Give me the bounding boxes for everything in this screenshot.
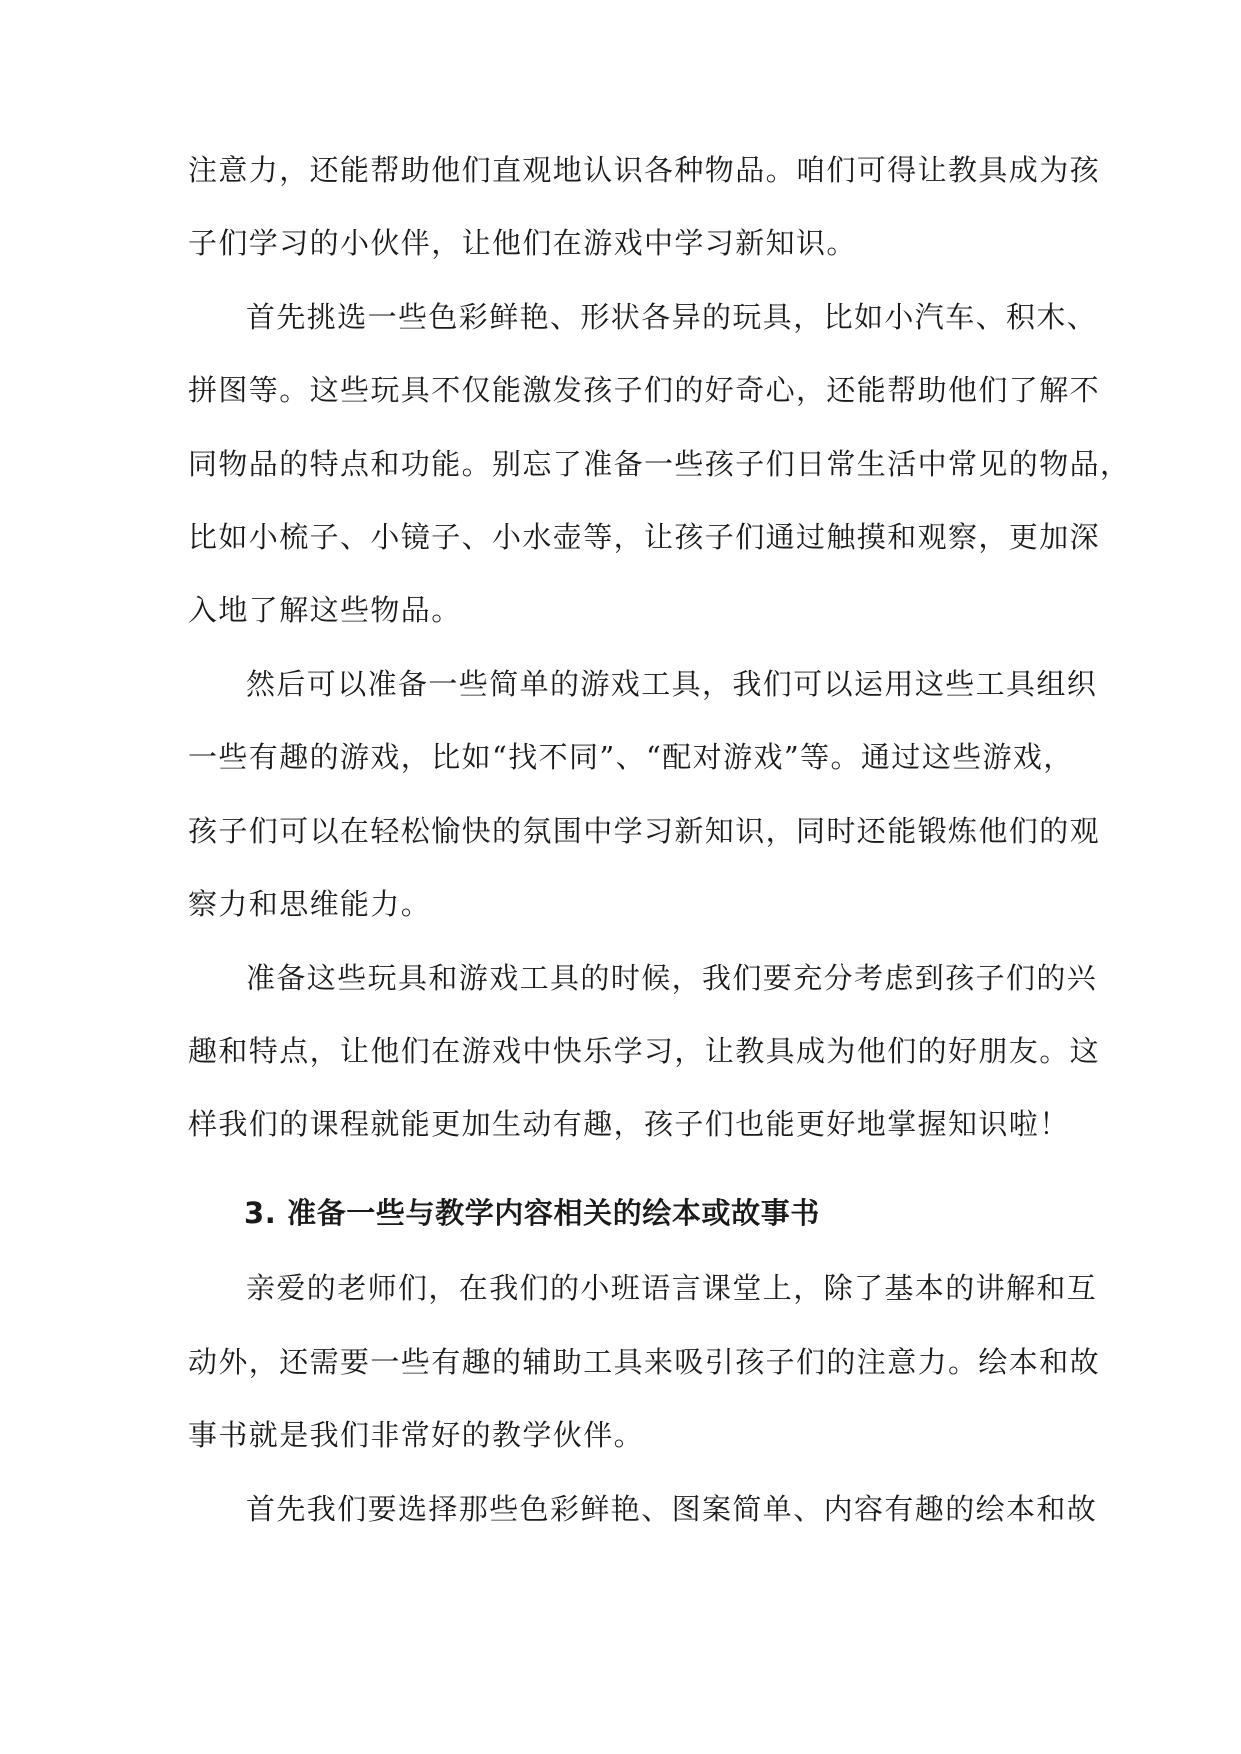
paragraph-line: 孩子们可以在轻松愉快的氛围中学习新知识，同时还能锻炼他们的观 [188, 814, 1101, 848]
paragraph-line: 准备这些玩具和游戏工具的时候，我们要充分考虑到孩子们的兴 [246, 961, 1098, 995]
paragraph-line: 事书就是我们非常好的教学伙伴。 [188, 1418, 645, 1452]
paragraph-line: 然后可以准备一些简单的游戏工具，我们可以运用这些工具组织 [246, 667, 1098, 701]
paragraph-line: 亲爱的老师们，在我们的小班语言课堂上，除了基本的讲解和互 [246, 1271, 1098, 1305]
paragraph-line: 动外，还需要一些有趣的辅助工具来吸引孩子们的注意力。绘本和故 [188, 1345, 1101, 1379]
paragraph-line: 首先挑选一些色彩鲜艳、形状各异的玩具，比如小汽车、积木、 [246, 300, 1098, 334]
paragraph-line: 同物品的特点和功能。别忘了准备一些孩子们日常生活中常见的物品， [188, 447, 1131, 481]
paragraph-line: 趣和特点，让他们在游戏中快乐学习，让教具成为他们的好朋友。这 [188, 1034, 1101, 1068]
paragraph-line: 一些有趣的游戏，比如“找不同”、“配对游戏”等。通过这些游戏， [188, 740, 1074, 774]
paragraph-line: 注意力，还能帮助他们直观地认识各种物品。咱们可得让教具成为孩 [188, 153, 1101, 187]
paragraph-line: 拼图等。这些玩具不仅能激发孩子们的好奇心，还能帮助他们了解不 [188, 373, 1101, 407]
paragraph-line: 比如小梳子、小镜子、小水壶等，让孩子们通过触摸和观察，更加深 [188, 520, 1101, 554]
paragraph-line: 入地了解这些物品。 [188, 593, 462, 627]
paragraph-line: 首先我们要选择那些色彩鲜艳、图案简单、内容有趣的绘本和故 [246, 1492, 1098, 1526]
paragraph-line: 样我们的课程就能更加生动有趣，孩子们也能更好地掌握知识啦！ [188, 1107, 1070, 1141]
section-heading: 3. 准备一些与教学内容相关的绘本或故事书 [244, 1196, 820, 1230]
paragraph-line: 子们学习的小伙伴，让他们在游戏中学习新知识。 [188, 226, 857, 260]
paragraph-line: 察力和思维能力。 [188, 887, 432, 921]
